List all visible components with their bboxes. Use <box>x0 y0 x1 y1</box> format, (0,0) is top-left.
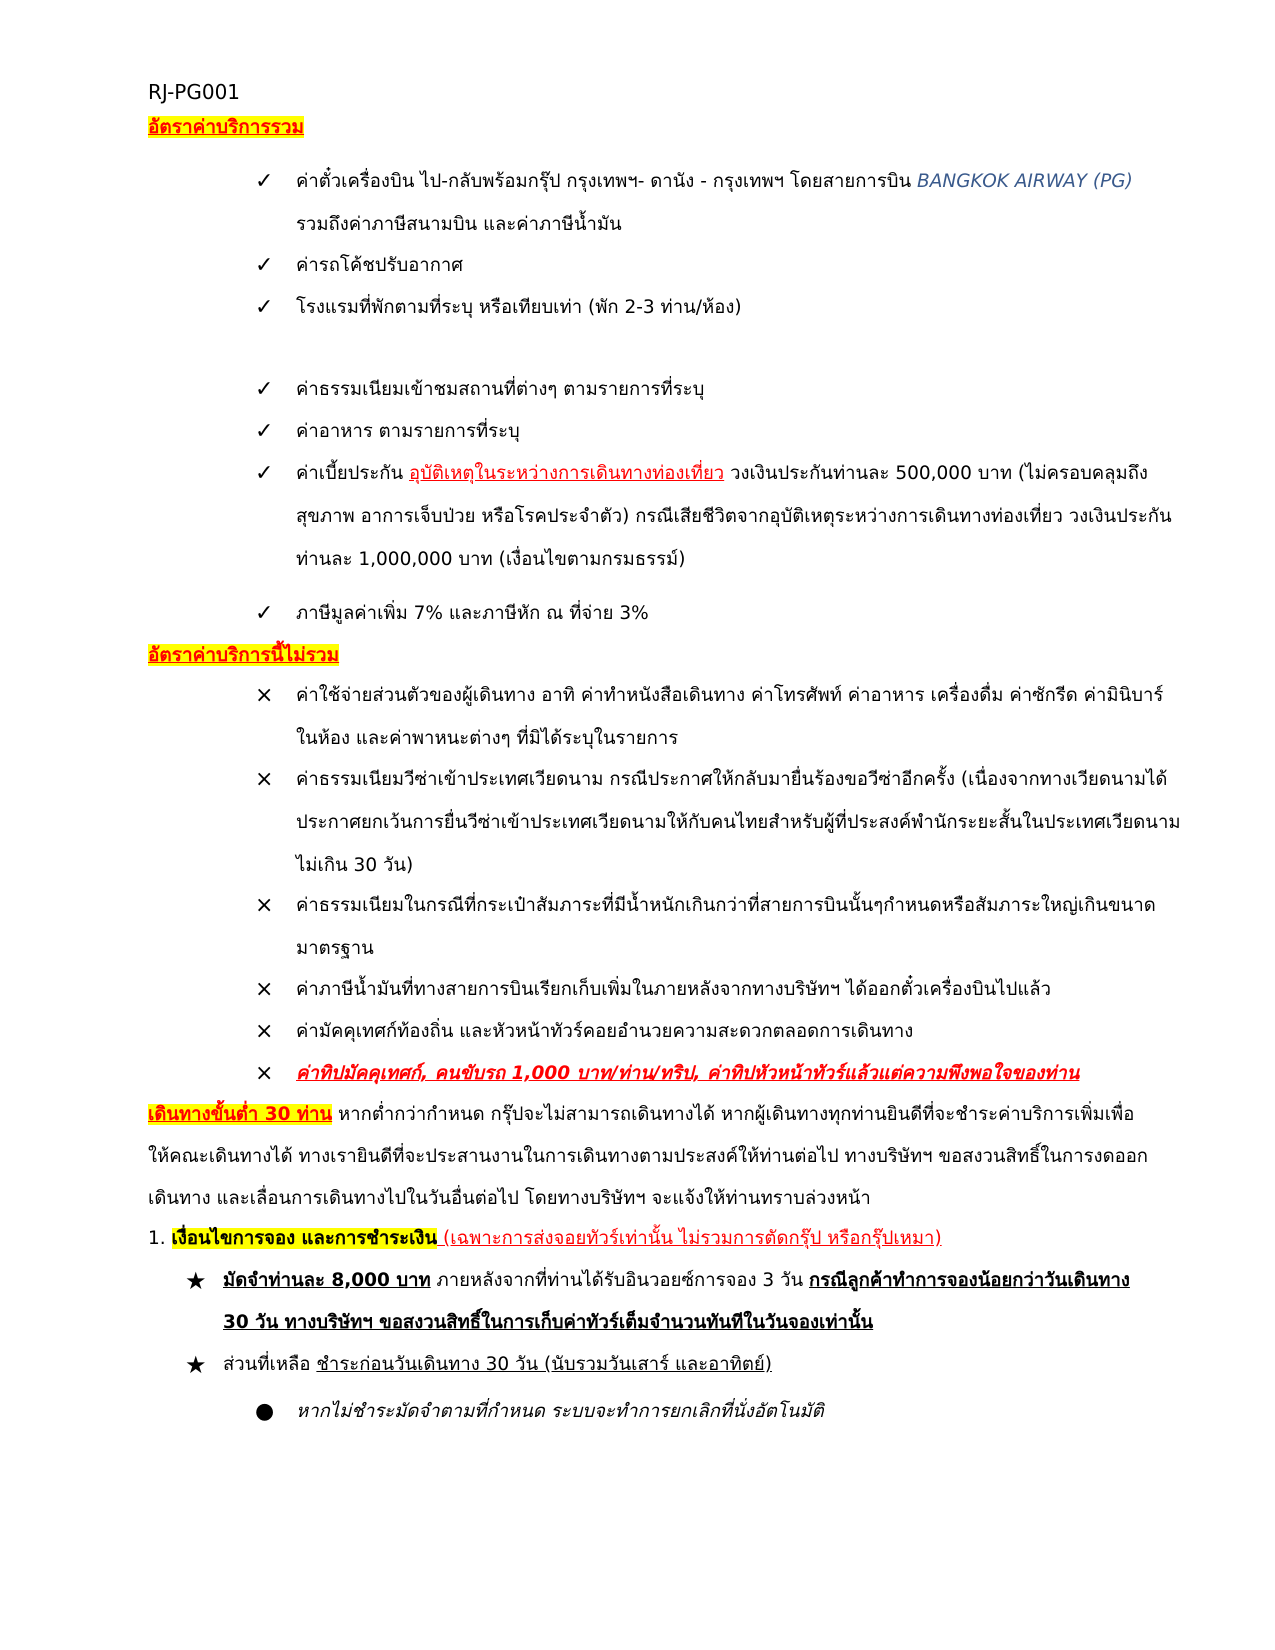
cross-icon: × <box>255 893 274 918</box>
list-item <box>255 286 1185 329</box>
check-icon: ✓ <box>255 253 274 278</box>
cross-icon: × <box>255 767 274 792</box>
list-item <box>255 884 1185 970</box>
cross-icon: × <box>255 1019 274 1044</box>
doc-code: RJ-PG001 <box>148 80 241 104</box>
list-item-text: ค่าตั๋วเครื่องบิน ไป-กลับพร้อมกรุ๊ป กรุงเทพฯ- ดานัง - กรุงเทพฯ โดยสายการบิน BANGKOK AIRWAY (PG) รวมถึงค่าภาษีสนามบิน และค่าภาษีน้ำมัน <box>296 171 1133 235</box>
list-item-text: ค่าใช้จ่ายส่วนตัวของผู้เดินทาง อาทิ ค่าทำหนังสือเดินทาง ค่าโทรศัพท์ ค่าอาหาร เครื่องดื่ม ค่าซักรีด ค่ามินิบาร์ในห้อง และค่าพาหนะต่างๆ ที่มิได้ระบุในรายการ <box>296 685 1164 749</box>
balance-item: ★ ส่วนที่เหลือ ชำระก่อนวันเดินทาง 30 วัน (นับรวมวันเสาร์ และอาทิตย์) <box>185 1344 1145 1386</box>
star-icon: ★ <box>185 1351 207 1379</box>
excluded-heading <box>148 640 339 670</box>
list-item-text: ค่าอาหาร ตามรายการที่ระบุ <box>296 421 520 442</box>
check-icon: ✓ <box>255 419 274 444</box>
included-heading <box>148 112 304 142</box>
list-item <box>255 160 1185 246</box>
list-item <box>255 452 1185 581</box>
booking-conditions-heading: 1. เงื่อนไขการจอง และการชำระเงิน (เฉพาะการส่งจอยทัวร์เท่านั้น ไม่รวมการตัดกรุ๊ป หรือกรุ๊ปเหมา) <box>148 1228 942 1249</box>
check-icon: ✓ <box>255 461 274 486</box>
list-item-text: ค่าธรรมเนียมวีซ่าเข้าประเทศเวียดนาม กรณีประกาศให้กลับมายื่นร้องขอวีซ่าอีกครั้ง (เนื่องจากทางเวียดนามได้ประกาศยกเว้นการยื่นวีซ่าเข้าประเทศเวียดนามให้กับคนไทยสำหรับผู้ที่ประสงค์พำนักระยะสั้นในประเทศเวียดนามไม่เกิน 30 วัน) <box>296 769 1181 876</box>
booking-heading-highlight: เงื่อนไขการจอง และการชำระเงิน <box>171 1228 438 1249</box>
list-item <box>255 1010 1185 1053</box>
list-item <box>255 674 1185 760</box>
star-icon: ★ <box>185 1267 207 1295</box>
booking-note: (เฉพาะการส่งจอยทัวร์เท่านั้น ไม่รวมการตัดกรุ๊ป หรือกรุ๊ปเหมา) <box>437 1228 942 1249</box>
auto-cancel-note: ● หากไม่ชำระมัดจำตามที่กำหนด ระบบจะทำการยกเลิกที่นั่งอัตโนมัติ <box>255 1390 1185 1433</box>
list-item <box>255 758 1185 887</box>
tip-note: ค่าทิปมัคคุเทศก์, คนขับรถ 1,000 บาท/ท่าน/ทริป, ค่าทิปหัวหน้าทัวร์แล้วแต่ความพึงพอใจของท่าน <box>296 1063 1080 1084</box>
list-item <box>255 592 1185 635</box>
list-item-text: ค่าเบี้ยประกัน อุบัติเหตุในระหว่างการเดินทางท่องเที่ยว วงเงินประกันท่านละ 500,000 บาท (ไม่ครอบคลุมถึงสุขภาพ อาการเจ็บป่วย หรือโรคประจำตัว) กรณีเสียชีวิตจากอุบัติเหตุระหว่างการเดินทางท่องเที่ยว วงเงินประกันท่านละ 1,000,000 บาท (เงื่อนไขตามกรมธรรม์) <box>296 463 1172 570</box>
list-item <box>255 1052 1185 1095</box>
insurance-link[interactable]: อุบัติเหตุในระหว่างการเดินทางท่องเที่ยว <box>409 463 725 484</box>
list-item <box>255 244 1185 287</box>
list-item <box>255 968 1185 1011</box>
cross-icon: × <box>255 683 274 708</box>
check-icon: ✓ <box>255 295 274 320</box>
list-item-text: ค่ารถโค้ชปรับอากาศ <box>296 255 464 276</box>
list-item <box>255 410 1185 453</box>
excluded-heading-text: อัตราค่าบริการนี้ไม่รวม <box>148 644 340 666</box>
included-heading-text: อัตราค่าบริการรวม <box>148 116 305 138</box>
list-item-text: ภาษีมูลค่าเพิ่ม 7% และภาษีหัก ณ ที่จ่าย 3% <box>296 603 649 624</box>
minimum-text: หากต่ำกว่ากำหนด กรุ๊ปจะไม่สามารถเดินทางได้ หากผู้เดินทางทุกท่านยินดีที่จะชำระค่าบริการเพิ่มเพื่อให้คณะเดินทางได้ ทางเรายินดีที่จะประสานงานในการเดินทางตามประสงค์ให้ท่านต่อไป ทางบริษัทฯ ขอสงวนสิทธิ์ในการงดออกเดินทาง และเลื่อนการเดินทางไปในวันอื่นต่อไป โดยทางบริษัทฯ จะแจ้งให้ท่านทราบล่วงหน้า <box>148 1104 1149 1209</box>
minimum-highlight: เดินทางขั้นต่ำ 30 ท่าน <box>148 1104 333 1125</box>
check-icon: ✓ <box>255 601 274 626</box>
check-icon: ✓ <box>255 377 274 402</box>
list-item <box>255 368 1185 411</box>
minimum-paragraph <box>148 1094 1148 1220</box>
list-item-text: โรงแรมที่พักตามที่ระบุ หรือเทียบเท่า (พัก 2-3 ท่าน/ห้อง) <box>296 297 742 318</box>
check-icon: ✓ <box>255 169 274 194</box>
list-item-text: ค่ามัคคุเทศก์ท้องถิ่น และหัวหน้าทัวร์คอยอำนวยความสะดวกตลอดการเดินทาง <box>296 1021 914 1042</box>
dot-icon: ● <box>255 1399 275 1424</box>
deposit-item: ★ มัดจำท่านละ 8,000 บาท ภายหลังจากที่ท่านได้รับอินวอยซ์การจอง 3 วัน กรณีลูกค้าทำการจองน้อยกว่าวันเดินทาง 30 วัน ทางบริษัทฯ ขอสงวนสิทธิ์ในการเก็บค่าทัวร์เต็มจำนวนทันทีในวันจองเท่านั้น <box>185 1260 1145 1344</box>
list-item-text: ค่าธรรมเนียมในกรณีที่กระเป๋าสัมภาระที่มีน้ำหนักเกินกว่าที่สายการบินนั้นๆกำหนดหรือสัมภาระใหญ่เกินขนาดมาตรฐาน <box>296 895 1156 959</box>
list-item-text: ค่าภาษีน้ำมันที่ทางสายการบินเรียกเก็บเพิ่มในภายหลังจากทางบริษัทฯ ได้ออกตั๋วเครื่องบินไปแล้ว <box>296 979 1052 1000</box>
list-item-text: ค่าธรรมเนียมเข้าชมสถานที่ต่างๆ ตามรายการที่ระบุ <box>296 379 705 400</box>
airline-name: BANGKOK AIRWAY (PG) <box>917 171 1133 192</box>
cross-icon: × <box>255 977 274 1002</box>
cross-icon: × <box>255 1061 274 1086</box>
